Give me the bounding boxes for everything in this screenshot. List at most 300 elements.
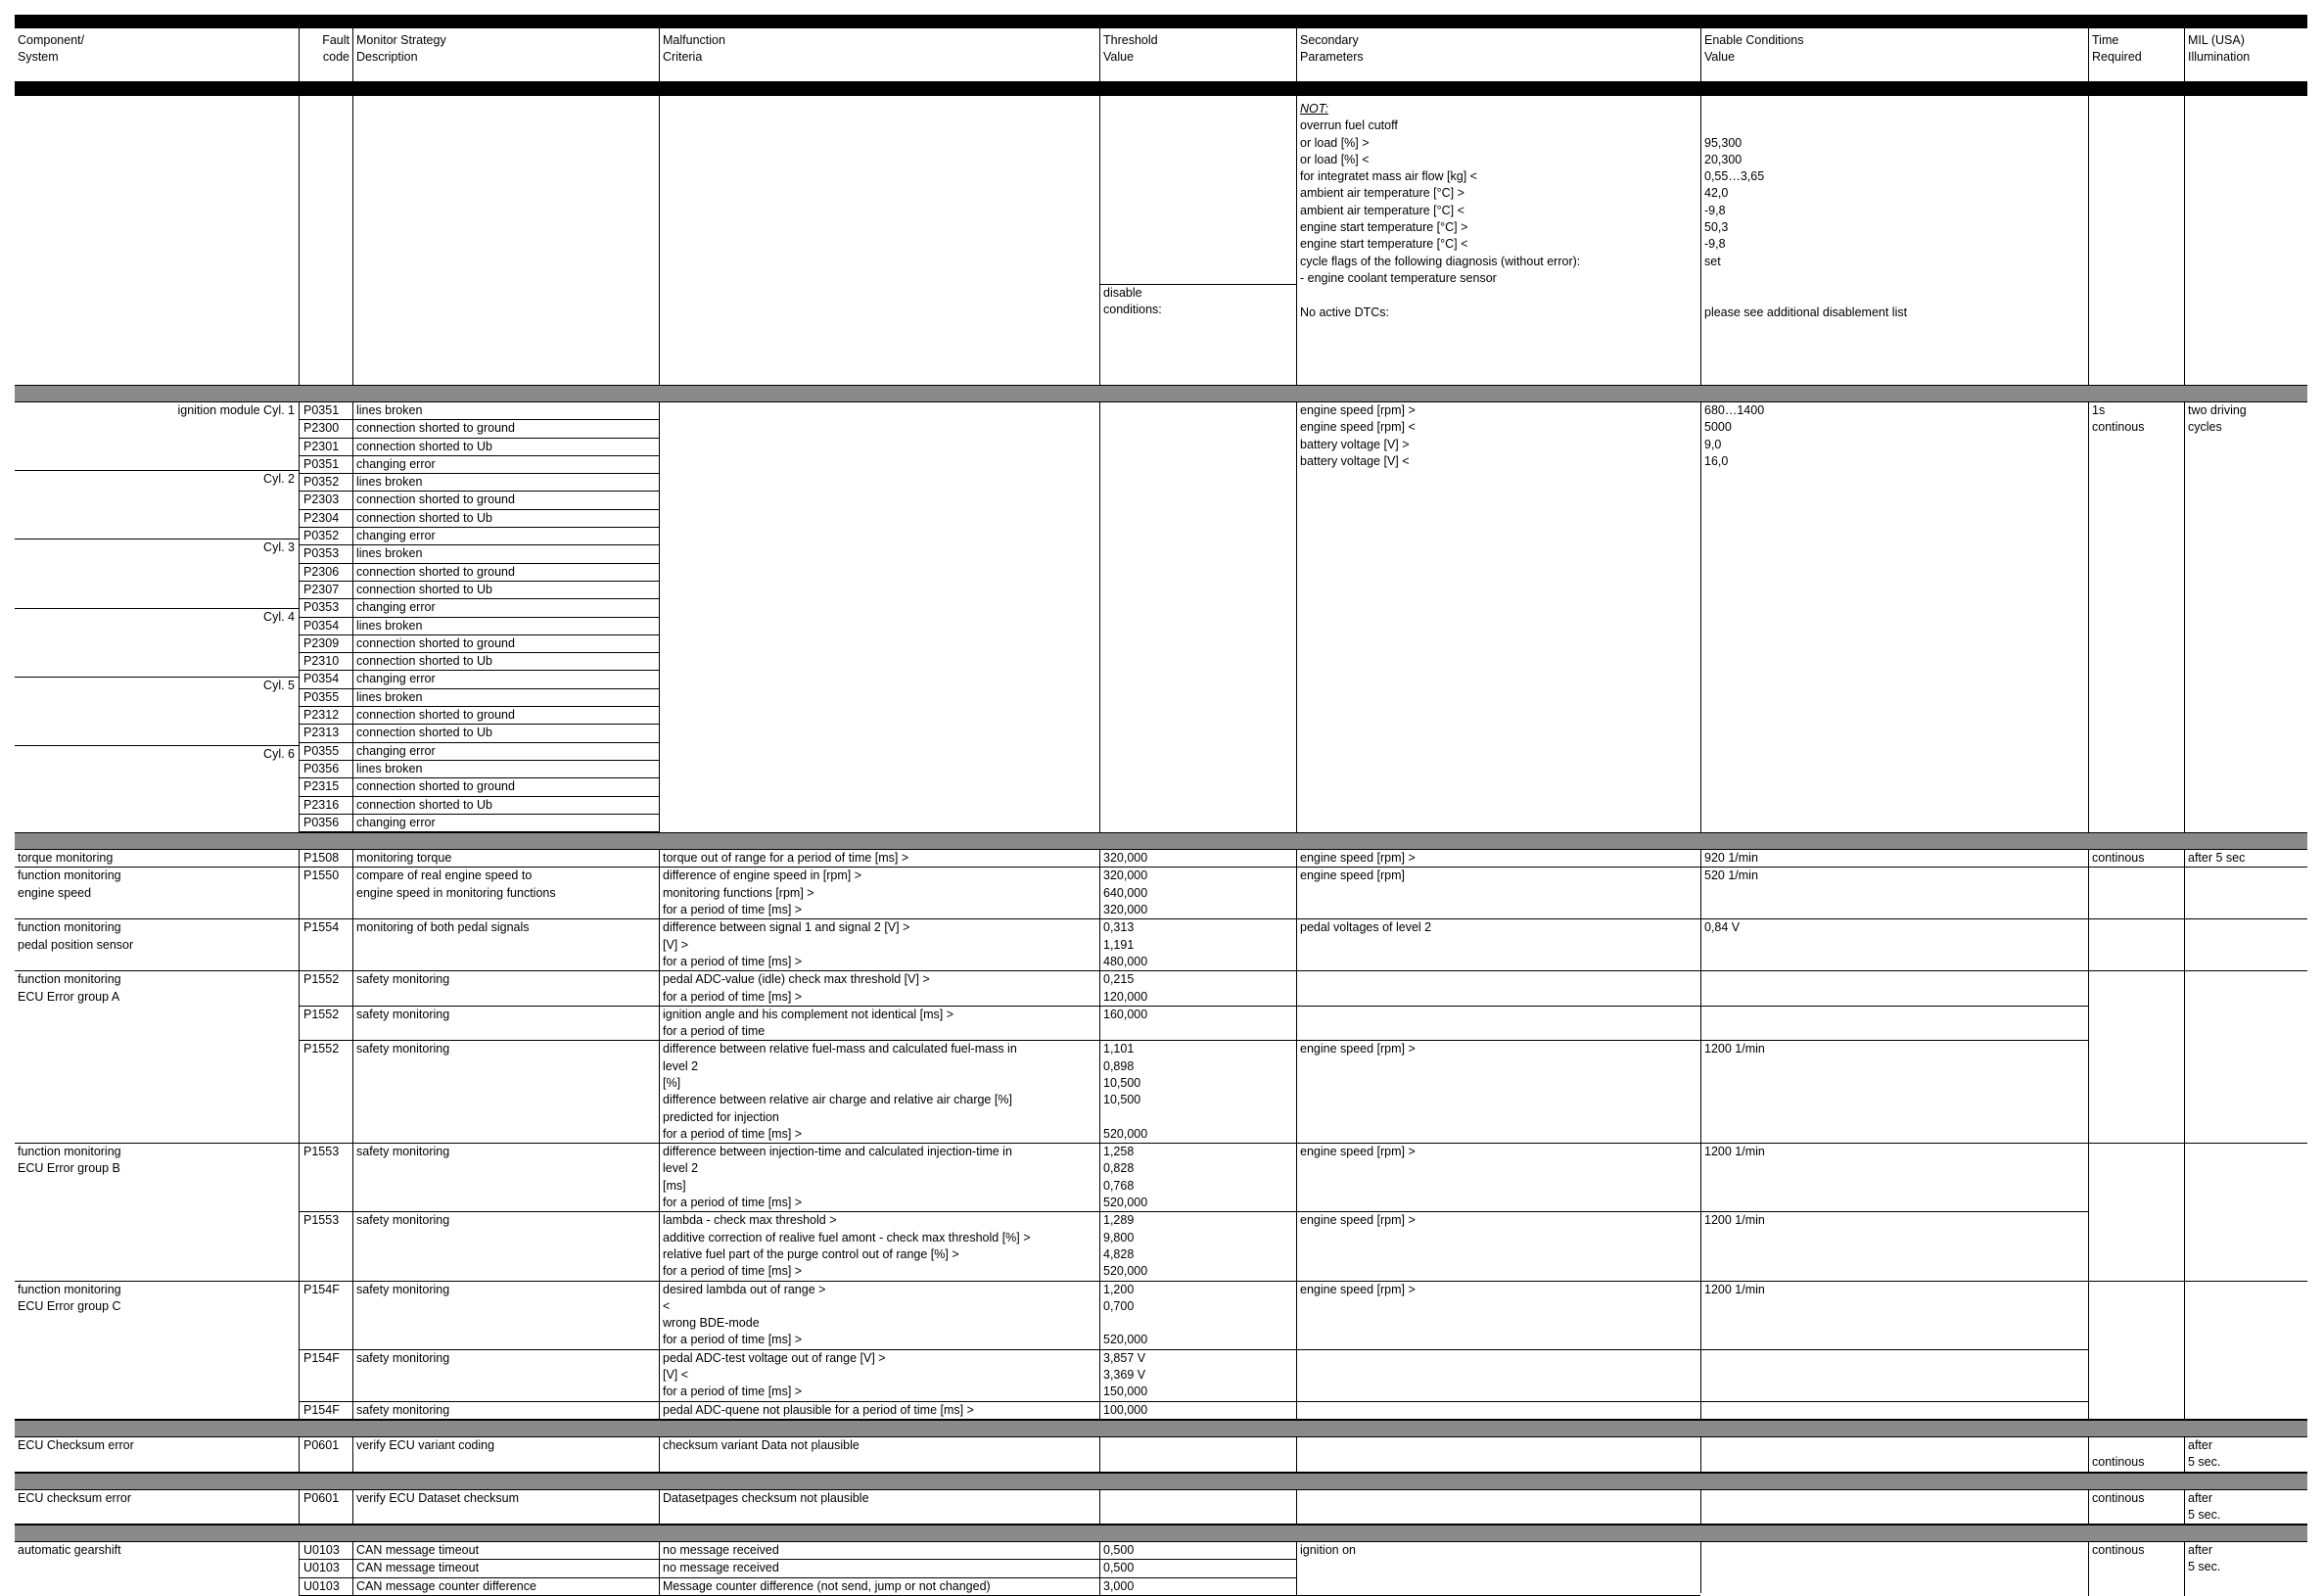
malfunction-desc-cell [659,850,1099,867]
fault-code: P1554 [303,920,340,935]
fault-code: P2303 [300,492,352,509]
fault-code-cell [299,868,352,918]
enable-value: -9,8 [1704,203,1726,217]
fault-code: P1553 [303,1213,340,1228]
enable-value-cell [1700,1007,2088,1042]
header-rule [15,81,2307,96]
secondary-param: or load [%] > [1300,135,1370,150]
enable-value [1701,117,2088,134]
ignition-monitor-cell [352,402,659,832]
fault-code-cell [299,1402,352,1419]
threshold-value: 0,898 [1103,1058,1135,1073]
monitor-desc: safety monitoring [356,1213,450,1228]
monitor-desc-cell [352,971,659,1007]
fault-code: P154F [303,1350,340,1365]
secondary-param: engine speed [rpm] > [1300,1145,1416,1159]
secondary-param-cell [1296,1282,1700,1350]
secondary-param: for integratet mass air flow [kg] < [1300,169,1477,184]
mil-text-cell [2184,1212,2307,1280]
malfunction-desc: pedal ADC-value (idle) check max threshold [V] > [663,972,930,987]
time-required: continous [2092,420,2145,435]
threshold-value-cell [1099,1144,1296,1212]
time-required-cell [2088,1350,2184,1402]
mil-text: 5 sec. [2188,1507,2221,1522]
threshold-value: 10,500 [1103,1093,1141,1107]
monitoring-row [15,1212,2307,1281]
monitor-desc: connection shorted to Ub [353,510,659,528]
mil-text-cell [2184,868,2307,918]
enable-value: -9,8 [1704,237,1726,252]
mil-text: two driving [2188,403,2247,417]
component-label: ECU checksum error [18,1490,131,1505]
malfunction-desc-cell [659,1041,1099,1143]
component-label: ECU Checksum error [18,1437,134,1452]
component-label: Cyl. 3 [263,540,295,555]
enable-value-cell [1700,850,2088,867]
fault-code: P2309 [300,635,352,653]
malfunction-desc: for a period of time [ms] > [663,903,803,917]
monitor-desc: connection shorted to ground [353,492,659,509]
monitor-desc-cell [352,1007,659,1042]
secondary-param [1297,287,1700,304]
malfunction-desc: level 2 [663,1058,699,1073]
enable-value-cell [1700,1144,2088,1212]
mil-text: 5 sec. [2188,1455,2221,1470]
monitor-desc: CAN message timeout [353,1560,659,1577]
fault-code: P2310 [300,653,352,671]
fault-code: P0601 [303,1437,340,1452]
time-required-cell [2088,868,2184,918]
ignition-section [15,402,2307,832]
component-label: ECU Error group A [18,989,120,1004]
threshold-value: 1,191 [1103,937,1135,952]
component-label [15,505,299,522]
mil-text: after 5 sec [2188,851,2246,866]
monitor-desc: CAN message timeout [353,1542,659,1560]
enable-value: 9,0 [1704,437,1722,451]
monitor-desc: compare of real engine speed to [356,868,533,883]
fault-code: P154F [303,1282,340,1296]
threshold-value: 150,000 [1103,1385,1148,1399]
time-required-cell [2088,1144,2184,1212]
malfunction-desc: for a period of time [ms] > [663,1126,803,1141]
threshold-value: 0,500 [1100,1560,1296,1577]
monitor-desc: engine speed in monitoring functions [356,885,556,900]
monitor-desc: verify ECU variant coding [356,1437,495,1452]
secondary-param-cell [1296,868,1700,918]
component-label: ignition module Cyl. 1 [177,403,295,417]
malfunction-desc: torque out of range for a period of time [ms] > [663,851,909,866]
mil-text-cell [2184,1041,2307,1143]
malfunction-desc: level 2 [663,1161,699,1176]
malfunction-desc: for a period of time [ms] > [663,1385,803,1399]
threshold-value: 520,000 [1103,1126,1148,1141]
secondary-param-cell [1296,850,1700,867]
secondary-param: ambient air temperature [°C] < [1300,203,1464,217]
component-label [15,659,299,677]
component-label: function monitoring [18,972,121,987]
mil-text: 5 sec. [2188,1560,2221,1574]
secondary-param-cell [1296,1144,1700,1212]
enable-value: 1200 1/min [1704,1213,1765,1228]
fault-code-cell [299,1007,352,1042]
component-label: Cyl. 2 [263,472,295,487]
enable-value: set [1704,254,1721,268]
fault-code: P1508 [303,851,340,866]
secondary-param: engine speed [rpm] > [1300,1282,1416,1296]
time-required-cell [2088,919,2184,970]
threshold-value: 1,258 [1103,1145,1135,1159]
malfunction-desc: difference between signal 1 and signal 2 [V] > [663,920,910,935]
monitor-desc: connection shorted to Ub [353,582,659,599]
component-label [15,797,299,814]
disable-label: conditions: [1103,303,1162,317]
time-required-cell [2088,1041,2184,1143]
fault-code-cell [299,1212,352,1280]
ignition-code-cell [299,402,352,832]
ignition-time-cell [2088,402,2184,832]
header-threshold: Threshold Value [1099,28,1296,81]
time-required: 1s [2092,403,2106,417]
fault-code: P0601 [303,1490,340,1505]
threshold-value-cell [1099,1402,1296,1419]
enable-value [1701,287,2088,304]
secondary-param: engine speed [rpm] > [1300,403,1416,417]
enable-value-cell [1700,1402,2088,1419]
mil-text: after [2188,1543,2213,1558]
enable-value: 1200 1/min [1704,1145,1765,1159]
malfunction-desc: [%] [663,1075,681,1090]
monitor-desc: safety monitoring [356,972,450,987]
monitor-desc: connection shorted to Ub [353,725,659,742]
malfunction-desc: [V] < [663,1368,689,1383]
header-secondary: Secondary Parameters [1296,28,1700,81]
monitor-desc: changing error [353,815,659,832]
component-label-cell [15,1007,299,1042]
fault-code: P1552 [303,972,340,987]
component-label: automatic gearshift [18,1543,121,1558]
threshold-value [1100,1315,1296,1332]
fault-code: P0351 [300,402,352,420]
monitoring-row [15,919,2307,971]
secondary-param: - engine coolant temperature sensor [1300,270,1497,285]
malfunction-desc: predicted for injection [663,1109,779,1124]
secondary-param-cell [1296,1007,1700,1042]
enable-value: 16,0 [1704,453,1729,468]
secondary-param: pedal voltages of level 2 [1300,920,1432,935]
time-required: continous [2092,851,2145,866]
fault-code: P2313 [300,725,352,742]
header-monitor-strategy: Monitor Strategy Description [352,28,659,81]
component-label-cell [15,868,299,918]
fault-code-cell [299,1041,352,1143]
fault-code-cell [299,850,352,867]
threshold-value [1100,1109,1296,1126]
secondary-param-cell [1296,1212,1700,1280]
enable-value: 920 1/min [1704,851,1758,866]
time-required-cell [2088,1402,2184,1419]
enable-value-cell [1700,1350,2088,1402]
malfunction-desc: pedal ADC-quene not plausible for a period of time [ms] > [663,1402,974,1417]
fault-code: U0103 [300,1542,352,1560]
monitor-desc: connection shorted to ground [353,420,659,438]
monitor-desc: lines broken [353,761,659,778]
mil-text-cell [2184,1402,2307,1419]
component-label: torque monitoring [18,851,114,866]
component-label [15,711,299,728]
monitor-desc: lines broken [353,402,659,420]
malfunction-desc-cell [659,1007,1099,1042]
fault-code: P0352 [300,528,352,545]
threshold-value: 640,000 [1103,885,1148,900]
malfunction-desc: [V] > [663,937,689,952]
monitor-desc: changing error [353,671,659,688]
malfunction-desc: for a period of time [ms] > [663,1196,803,1210]
monitor-desc: lines broken [353,618,659,635]
fault-code: P2304 [300,510,352,528]
monitor-desc: changing error [353,456,659,474]
component-label: Cyl. 6 [263,746,295,761]
header-row [15,28,2307,81]
fault-code: P1552 [303,1042,340,1056]
section-divider [15,1525,2307,1542]
monitoring-row [15,1144,2307,1212]
fault-code: P0352 [300,474,352,492]
secondary-param: overrun fuel cutoff [1300,118,1398,133]
threshold-value-cell [1099,1350,1296,1402]
monitor-desc: connection shorted to ground [353,707,659,725]
secondary-param: or load [%] < [1300,152,1370,166]
monitor-desc: safety monitoring [356,1282,450,1296]
secondary-param: engine speed [rpm] < [1300,420,1416,435]
secondary-param: engine start temperature [°C] > [1300,220,1468,235]
secondary-param-cell [1296,919,1700,970]
mil-text: cycles [2188,420,2222,435]
secondary-param: engine speed [rpm] > [1300,851,1416,866]
enable-value-cell [1700,868,2088,918]
component-label [15,728,299,746]
mil-text-cell [2184,1350,2307,1402]
threshold-value-cell [1099,1282,1296,1350]
threshold-value-cell [1099,1007,1296,1042]
monitor-desc-cell [352,1282,659,1350]
monitoring-row [15,971,2307,1007]
header-malfunction-criteria: Malfunction Criteria [659,28,1099,81]
enable-value: 680…1400 [1704,403,1765,417]
malfunction-desc-cell [659,919,1099,970]
secondary-param: engine speed [rpm] > [1300,1213,1416,1228]
monitor-desc-cell [352,1212,659,1280]
enable-value: 0,55…3,65 [1704,169,1765,184]
component-label [15,590,299,608]
monitor-desc: changing error [353,528,659,545]
monitoring-row [15,1402,2307,1420]
secondary-param: engine speed [rpm] > [1300,1042,1416,1056]
enable-value: 1200 1/min [1704,1282,1765,1296]
malfunction-desc: monitoring functions [rpm] > [663,885,814,900]
secondary-param: ignition on [1300,1543,1356,1558]
fault-code: P1553 [303,1145,340,1159]
monitor-desc-cell [352,1144,659,1212]
conditions-section [15,96,2307,385]
component-label: function monitoring [18,868,121,883]
malfunction-desc: checksum variant Data not plausible [663,1437,860,1452]
gearshift-section [15,1542,2307,1596]
component-label-cell [15,971,299,1007]
malfunction-desc: ignition angle and his complement not identical [ms] > [663,1007,954,1021]
threshold-value-cell [1099,1212,1296,1280]
fault-code-cell [299,1144,352,1212]
monitor-desc: monitoring of both pedal signals [356,920,530,935]
enable-value: please see additional disablement list [1704,305,1908,319]
monitoring-row [15,1007,2307,1042]
threshold-value: 3,857 V [1103,1350,1146,1365]
component-label [15,453,299,471]
fault-code: P0355 [300,743,352,761]
header-enable-conditions: Enable Conditions Value [1700,28,2088,81]
component-label [15,763,299,779]
fault-code: U0103 [300,1560,352,1577]
threshold-value: 520,000 [1103,1196,1148,1210]
time-required: continous [2092,1490,2145,1505]
enable-cell [1700,96,2088,385]
monitor-desc-cell [352,1350,659,1402]
monitor-desc: changing error [353,743,659,761]
enable-value-cell [1700,1282,2088,1350]
fault-code: U0103 [300,1578,352,1596]
threshold-value: 520,000 [1103,1333,1148,1347]
threshold-value: 9,800 [1103,1230,1135,1244]
monitor-desc: verify ECU Dataset checksum [356,1490,520,1505]
monitor-desc: lines broken [353,689,659,707]
monitoring-row [15,1350,2307,1402]
fault-code-cell [299,919,352,970]
monitor-desc: connection shorted to Ub [353,439,659,456]
secondary-param-cell [1296,971,1700,1007]
enable-value [1701,270,2088,287]
monitor-desc: connection shorted to ground [353,778,659,796]
monitor-desc: safety monitoring [356,1042,450,1056]
fault-code: P154F [303,1402,340,1417]
monitoring-row [15,1041,2307,1144]
fault-code: P0354 [300,618,352,635]
fault-code: P0353 [300,599,352,617]
secondary-param: No active DTCs: [1300,305,1389,319]
threshold-value: 4,828 [1103,1246,1135,1261]
component-label: function monitoring [18,1282,121,1296]
mil-text: after [2188,1437,2213,1452]
malfunction-desc-cell [659,971,1099,1007]
component-label: ECU Error group B [18,1161,120,1176]
time-required: continous [2092,1455,2145,1470]
threshold-value: 320,000 [1103,903,1148,917]
mil-text-cell [2184,919,2307,970]
header-component: Component/ System [18,33,85,64]
monitor-desc: CAN message counter difference [353,1578,659,1596]
malfunction-desc-cell [659,1350,1099,1402]
time-required-cell [2088,850,2184,867]
threshold-value: 480,000 [1103,954,1148,968]
monitor-desc-cell [352,919,659,970]
enable-value-cell [1700,1041,2088,1143]
threshold-value: 320,000 [1103,868,1148,883]
threshold-value: 1,101 [1103,1042,1135,1056]
enable-value: 5000 [1704,420,1732,435]
monitor-desc: lines broken [353,474,659,492]
component-label [15,574,299,590]
component-label [15,419,299,436]
malfunction-desc: Datasetpages checksum not plausible [663,1490,869,1505]
monitor-desc: lines broken [353,545,659,563]
mil-text-cell [2184,1282,2307,1350]
ignition-enable-cell [1700,402,2088,832]
malfunction-desc: for a period of time [663,1024,766,1039]
fault-code: P2300 [300,420,352,438]
malfunction-desc: no message received [660,1542,1099,1560]
component-label-cell [15,919,299,970]
fault-code: P2312 [300,707,352,725]
fault-code: P0353 [300,545,352,563]
header-time-required: Time Required [2088,28,2184,81]
monitor-desc: connection shorted to Ub [353,797,659,815]
header-mil: MIL (USA) Illumination [2184,28,2307,81]
malfunction-desc-cell [659,1402,1099,1419]
monitor-desc: safety monitoring [356,1350,450,1365]
section-divider [15,1473,2307,1490]
ignition-mil-cell [2184,402,2307,832]
monitoring-row [15,868,2307,919]
fault-code-cell [299,1282,352,1350]
time-required: continous [2092,1543,2145,1558]
malfunction-desc: lambda - check max threshold > [663,1213,837,1228]
component-label-cell [15,1350,299,1402]
threshold-value-cell [1099,1041,1296,1143]
time-required-cell [2088,1212,2184,1280]
malfunction-desc: pedal ADC-test voltage out of range [V] > [663,1350,886,1365]
malfunction-desc: for a period of time [ms] > [663,1333,803,1347]
time-required-cell [2088,1282,2184,1350]
component-label-cell [15,1212,299,1280]
component-label [15,626,299,642]
component-label-cell [15,1402,299,1419]
enable-value: 50,3 [1704,220,1729,235]
malfunction-desc: for a period of time [ms] > [663,1264,803,1279]
threshold-value: 10,500 [1103,1075,1141,1090]
threshold-value-cell [1099,868,1296,918]
secondary-param-cell [1296,1402,1700,1419]
enable-value: 42,0 [1704,186,1729,201]
component-label-cell [15,1144,299,1212]
malfunction-desc: additive correction of realive fuel amont - check max threshold [%] > [663,1230,1031,1244]
malfunction-desc: for a period of time [ms] > [663,954,803,968]
malfunction-desc: desired lambda out of range > [663,1282,826,1296]
monitor-desc: changing error [353,599,659,617]
monitor-desc: safety monitoring [356,1007,450,1021]
secondary-param-cell [1296,1041,1700,1143]
secondary-param: battery voltage [V] > [1300,437,1410,451]
section-divider [15,385,2307,402]
threshold-value: 3,000 [1100,1578,1296,1596]
component-label: engine speed [18,885,92,900]
section-divider [15,832,2307,850]
monitor-desc: safety monitoring [356,1402,450,1417]
secondary-param: engine speed [rpm] [1300,868,1406,883]
threshold-cell [1099,96,1296,385]
not-label: NOT: [1300,102,1328,116]
threshold-value: 320,000 [1103,851,1148,866]
monitor-desc-cell [352,1041,659,1143]
fault-code: P0355 [300,689,352,707]
